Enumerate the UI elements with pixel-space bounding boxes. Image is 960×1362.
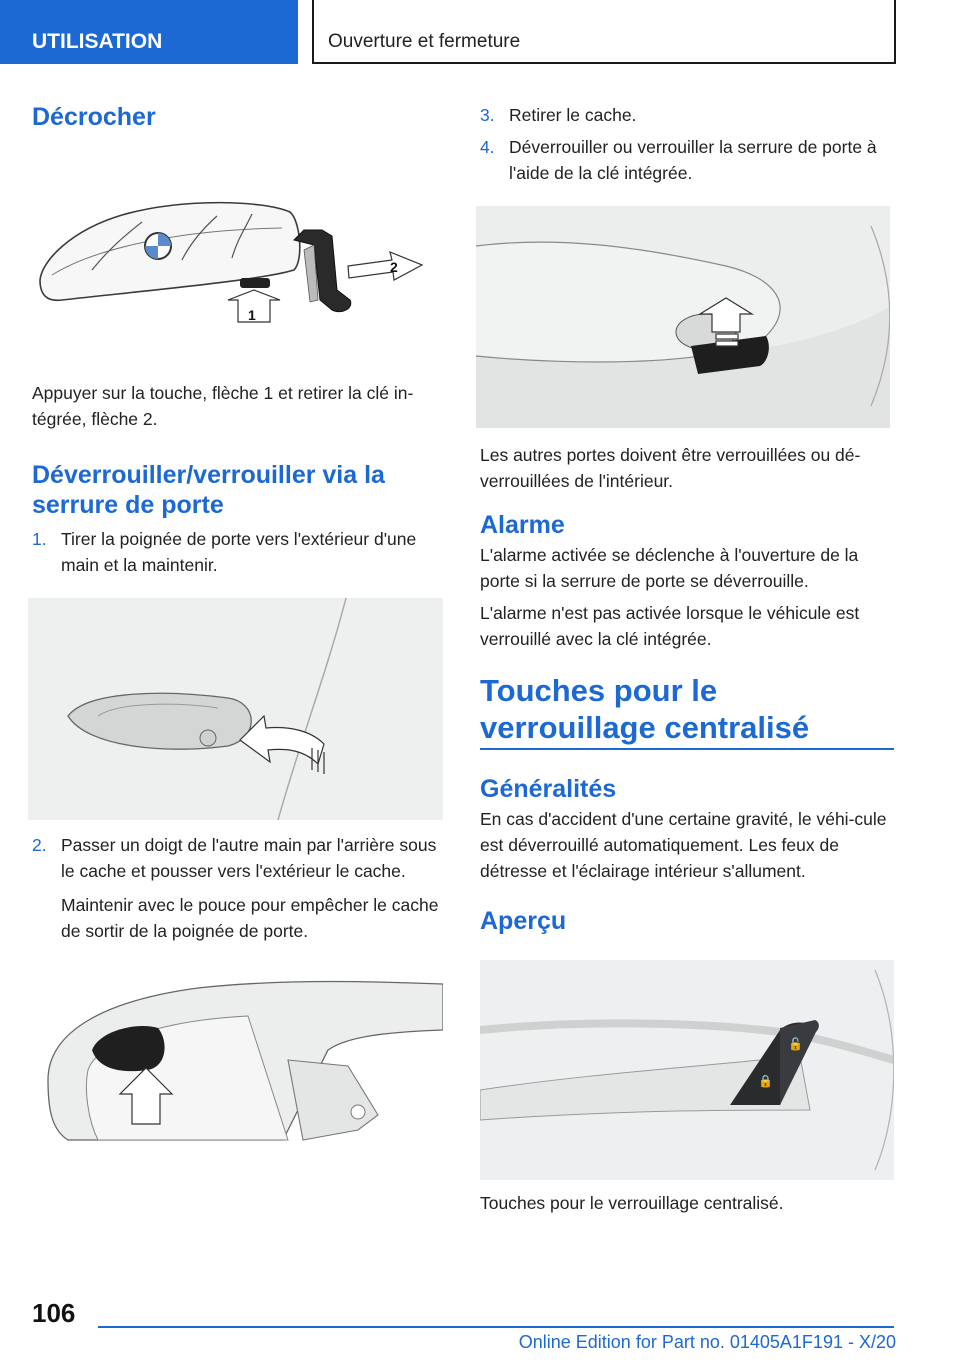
unlock-icon: 🔓 xyxy=(788,1037,803,1051)
paragraph-general: En cas d'accident d'une certaine gravité, le véhi-cule est déverrouillé automatiquement. Les feux de détresse et l'éclairage intérieur s'allument. xyxy=(480,809,887,881)
figure-key-fob xyxy=(32,150,446,340)
figure-handle-cover xyxy=(28,970,443,1150)
step-2-number: 2. xyxy=(32,835,47,855)
section-title-decrocher: Décrocher xyxy=(32,103,156,131)
door-handle-illustration xyxy=(28,598,443,820)
step-4-text: Déverrouiller ou verrouiller la serrure de porte à l'aide de la clé intégrée. xyxy=(509,137,877,183)
figure-lock-cylinder xyxy=(476,206,890,428)
chapter-title-line1: Touches pour le xyxy=(480,673,718,708)
list-item-step-1 xyxy=(32,526,446,578)
section-title-general: Généralités xyxy=(480,775,617,803)
paragraph-alarm-2: L'alarme n'est pas activée lorsque le véhicule est verrouillé avec la clé intégrée. xyxy=(480,603,860,649)
right-column xyxy=(480,96,894,1216)
step-4-number: 4. xyxy=(480,137,495,157)
paragraph-other-doors: Les autres portes doivent être verrouillées ou dé-verrouillées de l'intérieur. xyxy=(480,445,861,491)
left-column xyxy=(32,96,446,1150)
key-fob-illustration xyxy=(32,150,446,340)
handle-cover-illustration xyxy=(28,970,443,1150)
section-title-door-lock-line2: serrure de porte xyxy=(32,491,224,519)
fig1-callout-2: 2 xyxy=(390,259,398,275)
step-1-number: 1. xyxy=(32,529,47,549)
figure-caption-central-lock: Touches pour le verrouillage centralisé. xyxy=(480,1193,784,1213)
section-title-overview: Aperçu xyxy=(480,907,567,935)
central-lock-buttons-illustration xyxy=(480,960,894,1180)
list-item-step-3 xyxy=(480,102,894,128)
header-section-label: UTILISATION xyxy=(32,30,163,53)
section-title-door-lock xyxy=(32,460,446,520)
chapter-title-line2: verrouillage centralisé xyxy=(480,710,810,745)
lock-cylinder-illustration xyxy=(476,206,890,428)
step-3-text: Retirer le cache. xyxy=(509,105,637,125)
step-2-note: Maintenir avec le pouce pour empêcher le cache de sortir de la poignée de porte. xyxy=(61,895,439,941)
figure-central-lock-buttons xyxy=(480,960,894,1180)
list-item-step-2 xyxy=(32,832,446,944)
lock-icon: 🔒 xyxy=(758,1074,773,1088)
step-2-text xyxy=(61,832,446,944)
step-2-instruction: Passer un doigt de l'autre main par l'arrière sous le cache et pousser vers l'extérieur le cache. xyxy=(61,835,437,881)
paragraph-alarm-1: L'alarme activée se déclenche à l'ouverture de la porte si la serrure de porte se déverrouille. xyxy=(480,545,859,591)
step-3-number: 3. xyxy=(480,105,495,125)
fig1-callout-1: 1 xyxy=(248,307,256,323)
section-title-door-lock-line1: Déverrouiller/verrouiller via la xyxy=(32,461,385,489)
footer-divider xyxy=(98,1326,894,1328)
page-number: 106 xyxy=(32,1298,76,1328)
list-item-step-4 xyxy=(480,134,894,186)
section-title-alarm: Alarme xyxy=(480,511,565,539)
header-chapter-box xyxy=(312,0,896,64)
header-chapter-label: Ouverture et fermeture xyxy=(328,31,521,52)
header-section-tab xyxy=(0,0,298,64)
chapter-title-central-locking xyxy=(480,672,894,750)
paragraph-press-button: Appuyer sur la touche, flèche 1 et retirer la clé in-tégrée, flèche 2. xyxy=(32,383,414,429)
footer-edition-text: Online Edition for Part no. 01405A1F191 - X/20 xyxy=(518,1332,896,1352)
figure-door-handle-pull xyxy=(28,598,443,820)
step-1-text: Tirer la poignée de porte vers l'extérieur d'une main et la maintenir. xyxy=(61,529,417,575)
